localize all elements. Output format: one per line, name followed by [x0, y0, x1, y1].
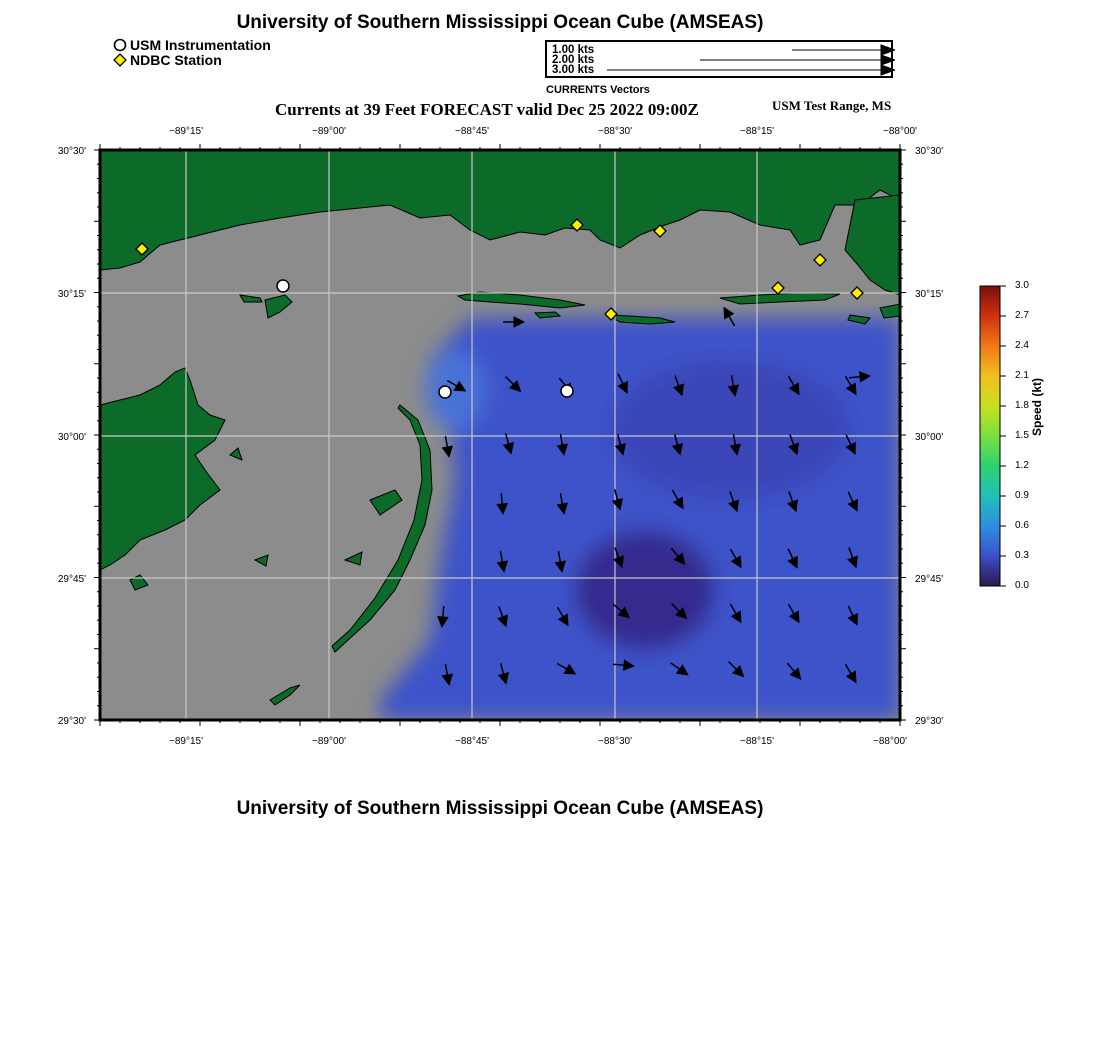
lon-labels-top: [169, 126, 917, 137]
vector-scale-1: 1.00 kts: [552, 44, 595, 56]
lat-label: 30°30': [915, 146, 944, 157]
footer-title: University of Southern Mississippi Ocean Cube (AMSEAS): [236, 798, 764, 819]
colorbar-tick-label: 2.1: [1015, 370, 1029, 381]
lon-label: −88°30': [598, 736, 632, 747]
legend-ndbc-label: NDBC Station: [130, 52, 222, 68]
colorbar-tick-label: 0.9: [1015, 490, 1029, 501]
colorbar-label: Speed (kt): [1030, 377, 1044, 436]
lat-label: 30°00': [915, 432, 944, 443]
colorbar-tick-label: 2.4: [1015, 340, 1029, 351]
colorbar-tick-label: 1.5: [1015, 430, 1029, 441]
lon-label: −88°30': [598, 126, 632, 137]
lat-label: 29°45': [57, 574, 86, 585]
lon-label: −88°15': [740, 126, 774, 137]
lat-labels-left: [58, 146, 86, 727]
lon-label: −89°15': [169, 736, 203, 747]
lon-label: −88°00': [873, 736, 907, 747]
lat-label: 30°00': [57, 432, 86, 443]
lat-labels-right: [915, 146, 943, 727]
usm-station-marker: [439, 386, 451, 398]
colorbar-ticks: [1000, 286, 1006, 586]
colorbar-tick-label: 0.0: [1015, 580, 1029, 591]
vector-caption: CURRENTS Vectors: [546, 84, 650, 96]
legend-usm-label: USM Instrumentation: [130, 37, 271, 53]
lon-label: −89°00': [312, 126, 346, 137]
lat-label: 29°30': [915, 716, 944, 727]
map-title: University of Southern Mississippi Ocean Cube (AMSEAS): [236, 12, 764, 33]
lon-label: −88°15': [740, 736, 774, 747]
usm-station-marker: [561, 385, 573, 397]
lon-label: −89°00': [312, 736, 346, 747]
colorbar-tick-label: 3.0: [1015, 280, 1029, 291]
lon-label: −88°45': [455, 126, 489, 137]
lon-labels-bottom: [169, 736, 907, 747]
speed-field: [380, 318, 900, 720]
colorbar-tick-label: 2.7: [1015, 310, 1029, 321]
region-label: USM Test Range, MS: [772, 98, 892, 113]
lon-label: −88°45': [455, 736, 489, 747]
lat-label: 30°30': [57, 146, 86, 157]
colorbar-tick-label: 0.6: [1015, 520, 1029, 531]
vector-scale-2: 2.00 kts: [552, 54, 595, 66]
lon-label: −88°00': [883, 126, 917, 137]
map-subtitle: Currents at 39 Feet FORECAST valid Dec 25 2022 09:00Z: [275, 100, 699, 119]
lat-label: 29°45': [915, 574, 944, 585]
vector-scale-3: 3.00 kts: [552, 64, 595, 76]
colorbar-tick-label: 1.2: [1015, 460, 1029, 471]
usm-station-marker: [277, 280, 289, 292]
lat-label: 30°15': [915, 289, 944, 300]
colorbar-tick-label: 0.3: [1015, 550, 1029, 561]
colorbar: [980, 286, 1000, 586]
lat-label: 29°30': [57, 716, 86, 727]
lon-label: −89°15': [169, 126, 203, 137]
lat-label: 30°15': [57, 289, 86, 300]
colorbar-tick-label: 1.8: [1015, 400, 1029, 411]
